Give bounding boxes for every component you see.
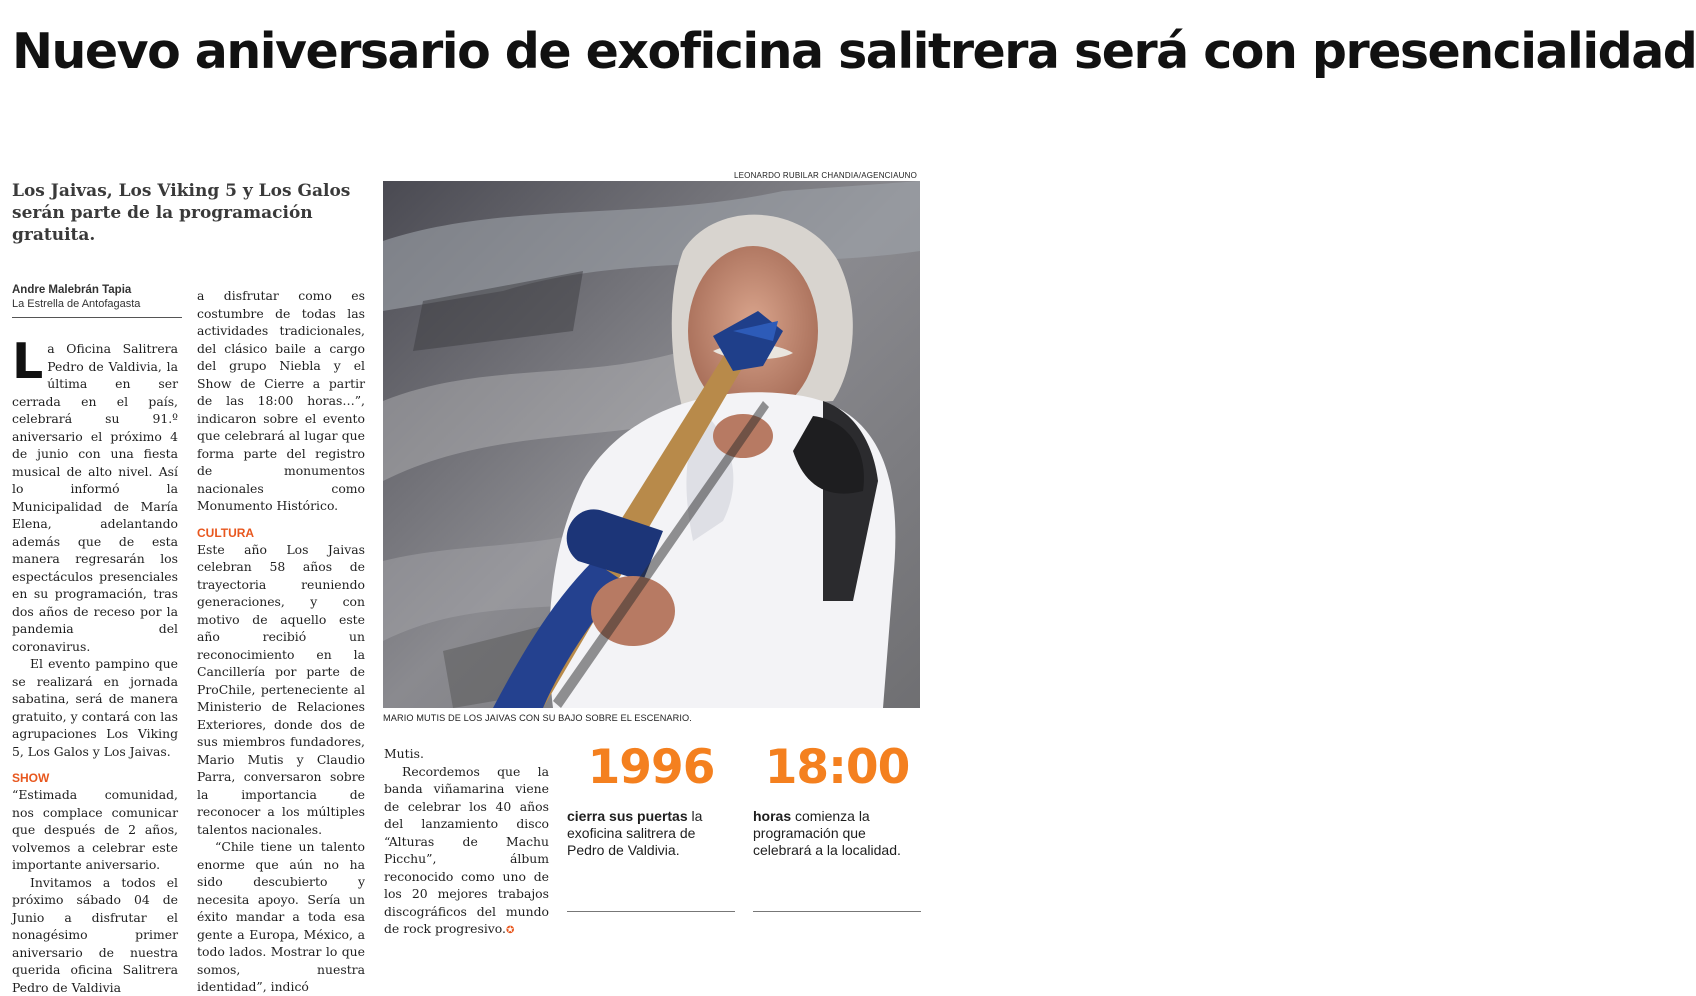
fact-text [567,808,735,859]
body-paragraph: Recordemos que la banda viñamarina viene de celebrar los 40 años del lanzamiento disco “Alturas de Machu Picchu”, álbum reconocido como uno de los 20 mejores trabajos discográficos del mundo de rock progresivo. [384,764,549,937]
divider [753,911,921,912]
section-heading-show: SHOW [12,770,178,786]
body-column-2 [197,287,365,996]
fact-text-bold: cierra sus puertas [567,808,688,824]
drop-cap: L [12,342,43,382]
body-column-3 [384,745,549,940]
divider [567,911,735,912]
fact-text-bold: horas [753,808,791,824]
photo-caption: MARIO MUTIS DE LOS JAIVAS CON SU BAJO SOBRE EL ESCENARIO. [383,713,692,723]
fact-number: 18:00 [753,742,921,794]
section-heading-cultura: CULTURA [197,525,365,541]
body-paragraph: Invitamos a todos el próximo sábado 04 de Junio a disfrutar el nonagésimo primer aniversario de nuestra querida oficina Salitrera Pedro de Valdivia [12,874,178,996]
end-mark-icon: ✪ [506,925,514,936]
body-paragraph: a disfrutar como es costumbre de todas las actividades tradicionales, del clásico baile a cargo del grupo Niebla y el Show de Cierre a partir de las 18:00 horas…”, indicaron sobre el evento que celebrará al lugar que forma parte del registro de monumentos nacionales como Monumento Histórico. [197,287,365,515]
body-column-1 [12,340,178,996]
body-paragraph: “Estimada comunidad, nos complace comunicar que después de 2 años, volvemos a celebrar este importante aniversario. [12,786,178,874]
body-paragraph: Este año Los Jaivas celebran 58 años de trayectoria reuniendo generaciones, y con motivo de aquello este año recibió un reconocimiento en la Cancillería por parte de ProChile, perteneciente al Ministerio de Relaciones Exteriores, donde dos de sus miembros fundadores, Mario Mutis y Claudio Parra, conversaron sobre la importancia de reconocer a los múltiples talentos nacionales. [197,541,365,839]
fact-box-1800 [753,742,921,859]
byline [12,283,182,318]
subheadline: Los Jaivas, Los Viking 5 y Los Galos serán parte de la programación gratuita. [12,180,372,246]
outlet-name: La Estrella de Antofagasta [12,297,182,311]
body-paragraph: a Oficina Salitrera Pedro de Valdivia, la última en ser cerrada en el país, celebrará su 91.º aniversario el próximo 4 de junio con una fiesta musical de alto nivel. Así lo informó la Municipalidad de María Elena, adelantando además que de esta manera regresarán los espectáculos presenciales en su programación, tras dos años de receso por la pandemia del coronavirus. [12,341,178,654]
fact-box-1996 [567,742,735,859]
author-name: Andre Malebrán Tapia [12,283,182,297]
body-paragraph: “Chile tiene un talento enorme que aún no ha sido descubierto y necesita apoyo. Sería un éxito mandar a toda esa gente a Europa, México, a todo lados. Mostrar lo que somos, nuestra identidad”, indicó [197,838,365,996]
body-paragraph: El evento pampino que se realizará en jornada sabatina, será de manera gratuito, y contará con las agrupaciones Los Viking 5, Los Galos y Los Jaivas. [12,655,178,760]
article-photo [383,181,920,708]
body-paragraph: Mutis. [384,745,549,763]
headline: Nuevo aniversario de exoficina salitrera será con presencialidad [12,20,917,83]
photo-credit: LEONARDO RUBILAR CHANDIA/AGENCIAUNO [734,171,917,180]
fact-number: 1996 [567,742,735,794]
fact-text-rest: la exoficina salitrera de Pedro de Valdivia. [567,808,702,858]
fact-text [753,808,921,859]
fact-text-rest: comienza la programación que celebrará a la localidad. [753,808,901,858]
